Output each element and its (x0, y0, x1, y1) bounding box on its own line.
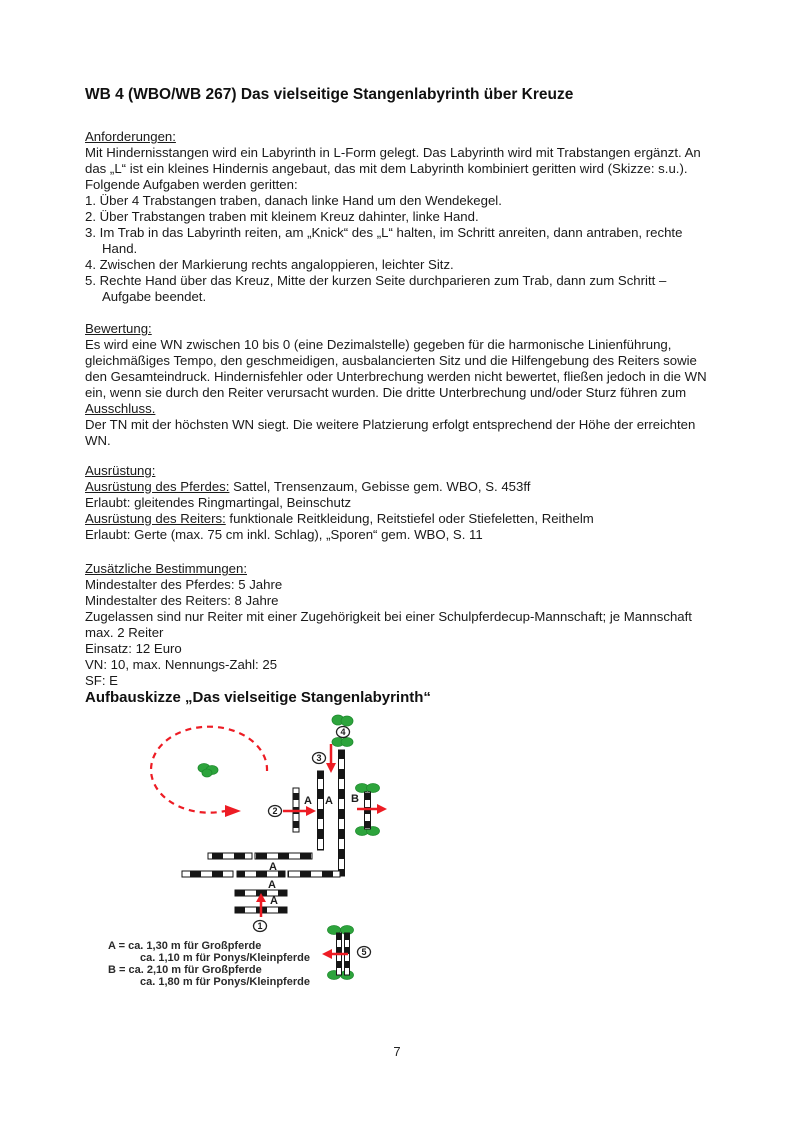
distance-label-A: A (304, 795, 312, 807)
bestimmung-line: Mindestalter des Pferdes: 5 Jahre (85, 577, 283, 592)
task-item: 3. Im Trab in das Labyrinth reiten, am „Knick“ des „L“ halten, im Schritt anreiten, dann antraben, rechte Hand. (85, 225, 683, 256)
svg-text:1: 1 (257, 921, 263, 931)
bestimmung-line: Einsatz: 12 Euro (85, 641, 182, 656)
ausruestung-pferd-text: Sattel, Trensenzaum, Gebisse gem. WBO, S. 453ff (229, 479, 531, 494)
anforderungen-intro: Mit Hindernisstangen wird ein Labyrinth in L-Form gelegt. Das Labyrinth wird mit Trabstangen ergänzt. An das „L“ ist ein kleines Hindernis angebaut, das mit dem Labyrinth kombiniert geritten wird (Skizze: s.u.). (85, 145, 701, 176)
obstacle-number-3 (313, 753, 326, 764)
bestimmung-line: SF: E (85, 673, 118, 688)
section-heading-anforderungen: Anforderungen: (85, 129, 176, 144)
svg-text:2: 2 (272, 806, 278, 816)
marker-bush-top (332, 715, 353, 726)
course-diagram (80, 709, 500, 1009)
turn-cone-bush (198, 764, 218, 778)
course-diagram-svg (80, 709, 500, 1009)
distance-label-A: A (268, 879, 276, 891)
obstacle-number-1 (254, 921, 267, 932)
section-bewertung (85, 321, 712, 449)
section-bestimmungen (85, 561, 712, 689)
ausruestung-pferd (85, 479, 712, 495)
ausruestung-pferd-label: Ausrüstung des Pferdes: (85, 479, 230, 494)
direction-arrow-3 (326, 744, 336, 773)
sketch-heading: Aufbauskizze „Das vielseitige Stangenlabyrinth“ (85, 689, 431, 706)
bewertung-body (85, 337, 712, 417)
jumpB-pole (365, 792, 371, 829)
ausruestung-reiter (85, 511, 712, 527)
labyrinth-pole-outer-horizontal (288, 871, 340, 877)
ausruestung-erlaubt1: Erlaubt: gleitendes Ringmartingal, Beinschutz (85, 495, 352, 510)
section-ausruestung (85, 463, 712, 543)
distance-label-A: A (269, 861, 277, 873)
section-anforderungen (85, 129, 712, 305)
task-item: 4. Zwischen der Markierung rechts angaloppieren, leichter Sitz. (85, 257, 454, 272)
distance-label-A: A (325, 795, 333, 807)
anforderungen-intro2: Folgende Aufgaben werden geritten: (85, 177, 298, 192)
bewertung-body2: Der TN mit der höchsten WN siegt. Die weitere Platzierung erfolgt entsprechend der Höhe der erreichten WN. (85, 417, 696, 448)
diagram-legend (108, 940, 310, 988)
labyrinth-pole-outer-horizontal (182, 871, 233, 877)
obstacle-number-5 (358, 947, 371, 958)
legend-line: ca. 1,10 m für Ponys/Kleinpferde (140, 952, 310, 964)
labyrinth-pole-inner-horizontal (208, 853, 252, 859)
bewertung-text: Es wird eine WN zwischen 10 bis 0 (eine Dezimalstelle) gegeben für die harmonische Linienführung, gleichmäßiges Tempo, den geschmeidigen, ausbalancierten Sitz und die Hilfengebung des Reiters sowie den Gesamteindruck. Hindernisfehler oder Unterbrechung werden nicht bewertet, fließen jedoch in die WN ein, wenn sie durch den Reiter verursacht wurden. Die dritte Unterbrechung und/oder Sturz führen zum (85, 337, 707, 400)
task-item: 5. Rechte Hand über das Kreuz, Mitte der kurzen Seite durchparieren zum Trab, dann zum Schritt – Aufgabe beendet. (85, 273, 667, 304)
section-heading-bestimmungen: Zusätzliche Bestimmungen: (85, 561, 247, 576)
task-item: 2. Über Trabstangen traben mit kleinem Kreuz dahinter, linke Hand. (85, 209, 479, 224)
ausruestung-erlaubt2: Erlaubt: Gerte (max. 75 cm inkl. Schlag), „Sporen“ gem. WBO, S. 11 (85, 527, 483, 542)
legend-line: A = ca. 1,30 m für Großpferde (108, 940, 262, 952)
distance-label-B: B (351, 793, 359, 805)
bestimmung-line: VN: 10, max. Nennungs-Zahl: 25 (85, 657, 278, 672)
labyrinth-pole-inner-horizontal (255, 853, 312, 859)
svg-text:4: 4 (340, 727, 346, 737)
obstacle-number-2 (269, 806, 282, 817)
labyrinth-pole-inner-vertical (318, 771, 324, 850)
legend-line: ca. 1,80 m für Ponys/Kleinpferde (140, 976, 310, 988)
jumpB-bush-top (356, 784, 380, 793)
ausruestung-reiter-label: Ausrüstung des Reiters: (85, 511, 226, 526)
page-number: 7 (393, 1044, 401, 1059)
ausruestung-reiter-text: funktionale Reitkleidung, Reitstiefel oder Stiefeletten, Reithelm (225, 511, 594, 526)
svg-text:3: 3 (316, 753, 322, 763)
obstacle-number-4 (337, 727, 350, 738)
bestimmung-line: Zugelassen sind nur Reiter mit einer Zugehörigkeit bei einer Schulpferdecup-Mannschaft; je Mannschaft max. 2 Reiter (85, 609, 692, 640)
task-item: 1. Über 4 Trabstangen traben, danach linke Hand um den Wendekegel. (85, 193, 502, 208)
bewertung-ausschluss: Ausschluss. (85, 401, 156, 416)
labyrinth-pole-outer-vertical (339, 750, 345, 876)
section-heading-bewertung: Bewertung: (85, 321, 152, 336)
labyrinth-pole-outer-horizontal (237, 871, 285, 877)
legend-line: B = ca. 2,10 m für Großpferde (108, 964, 262, 976)
marker-bush-bottom (332, 738, 353, 747)
bestimmung-line: Mindestalter des Reiters: 8 Jahre (85, 593, 279, 608)
section-heading-ausruestung: Ausrüstung: (85, 463, 156, 478)
distance-label-A: A (270, 895, 278, 907)
page-title: WB 4 (WBO/WB 267) Das vielseitige Stangenlabyrinth über Kreuze (85, 86, 574, 103)
direction-arrow-B (357, 804, 387, 814)
svg-text:5: 5 (361, 947, 367, 957)
